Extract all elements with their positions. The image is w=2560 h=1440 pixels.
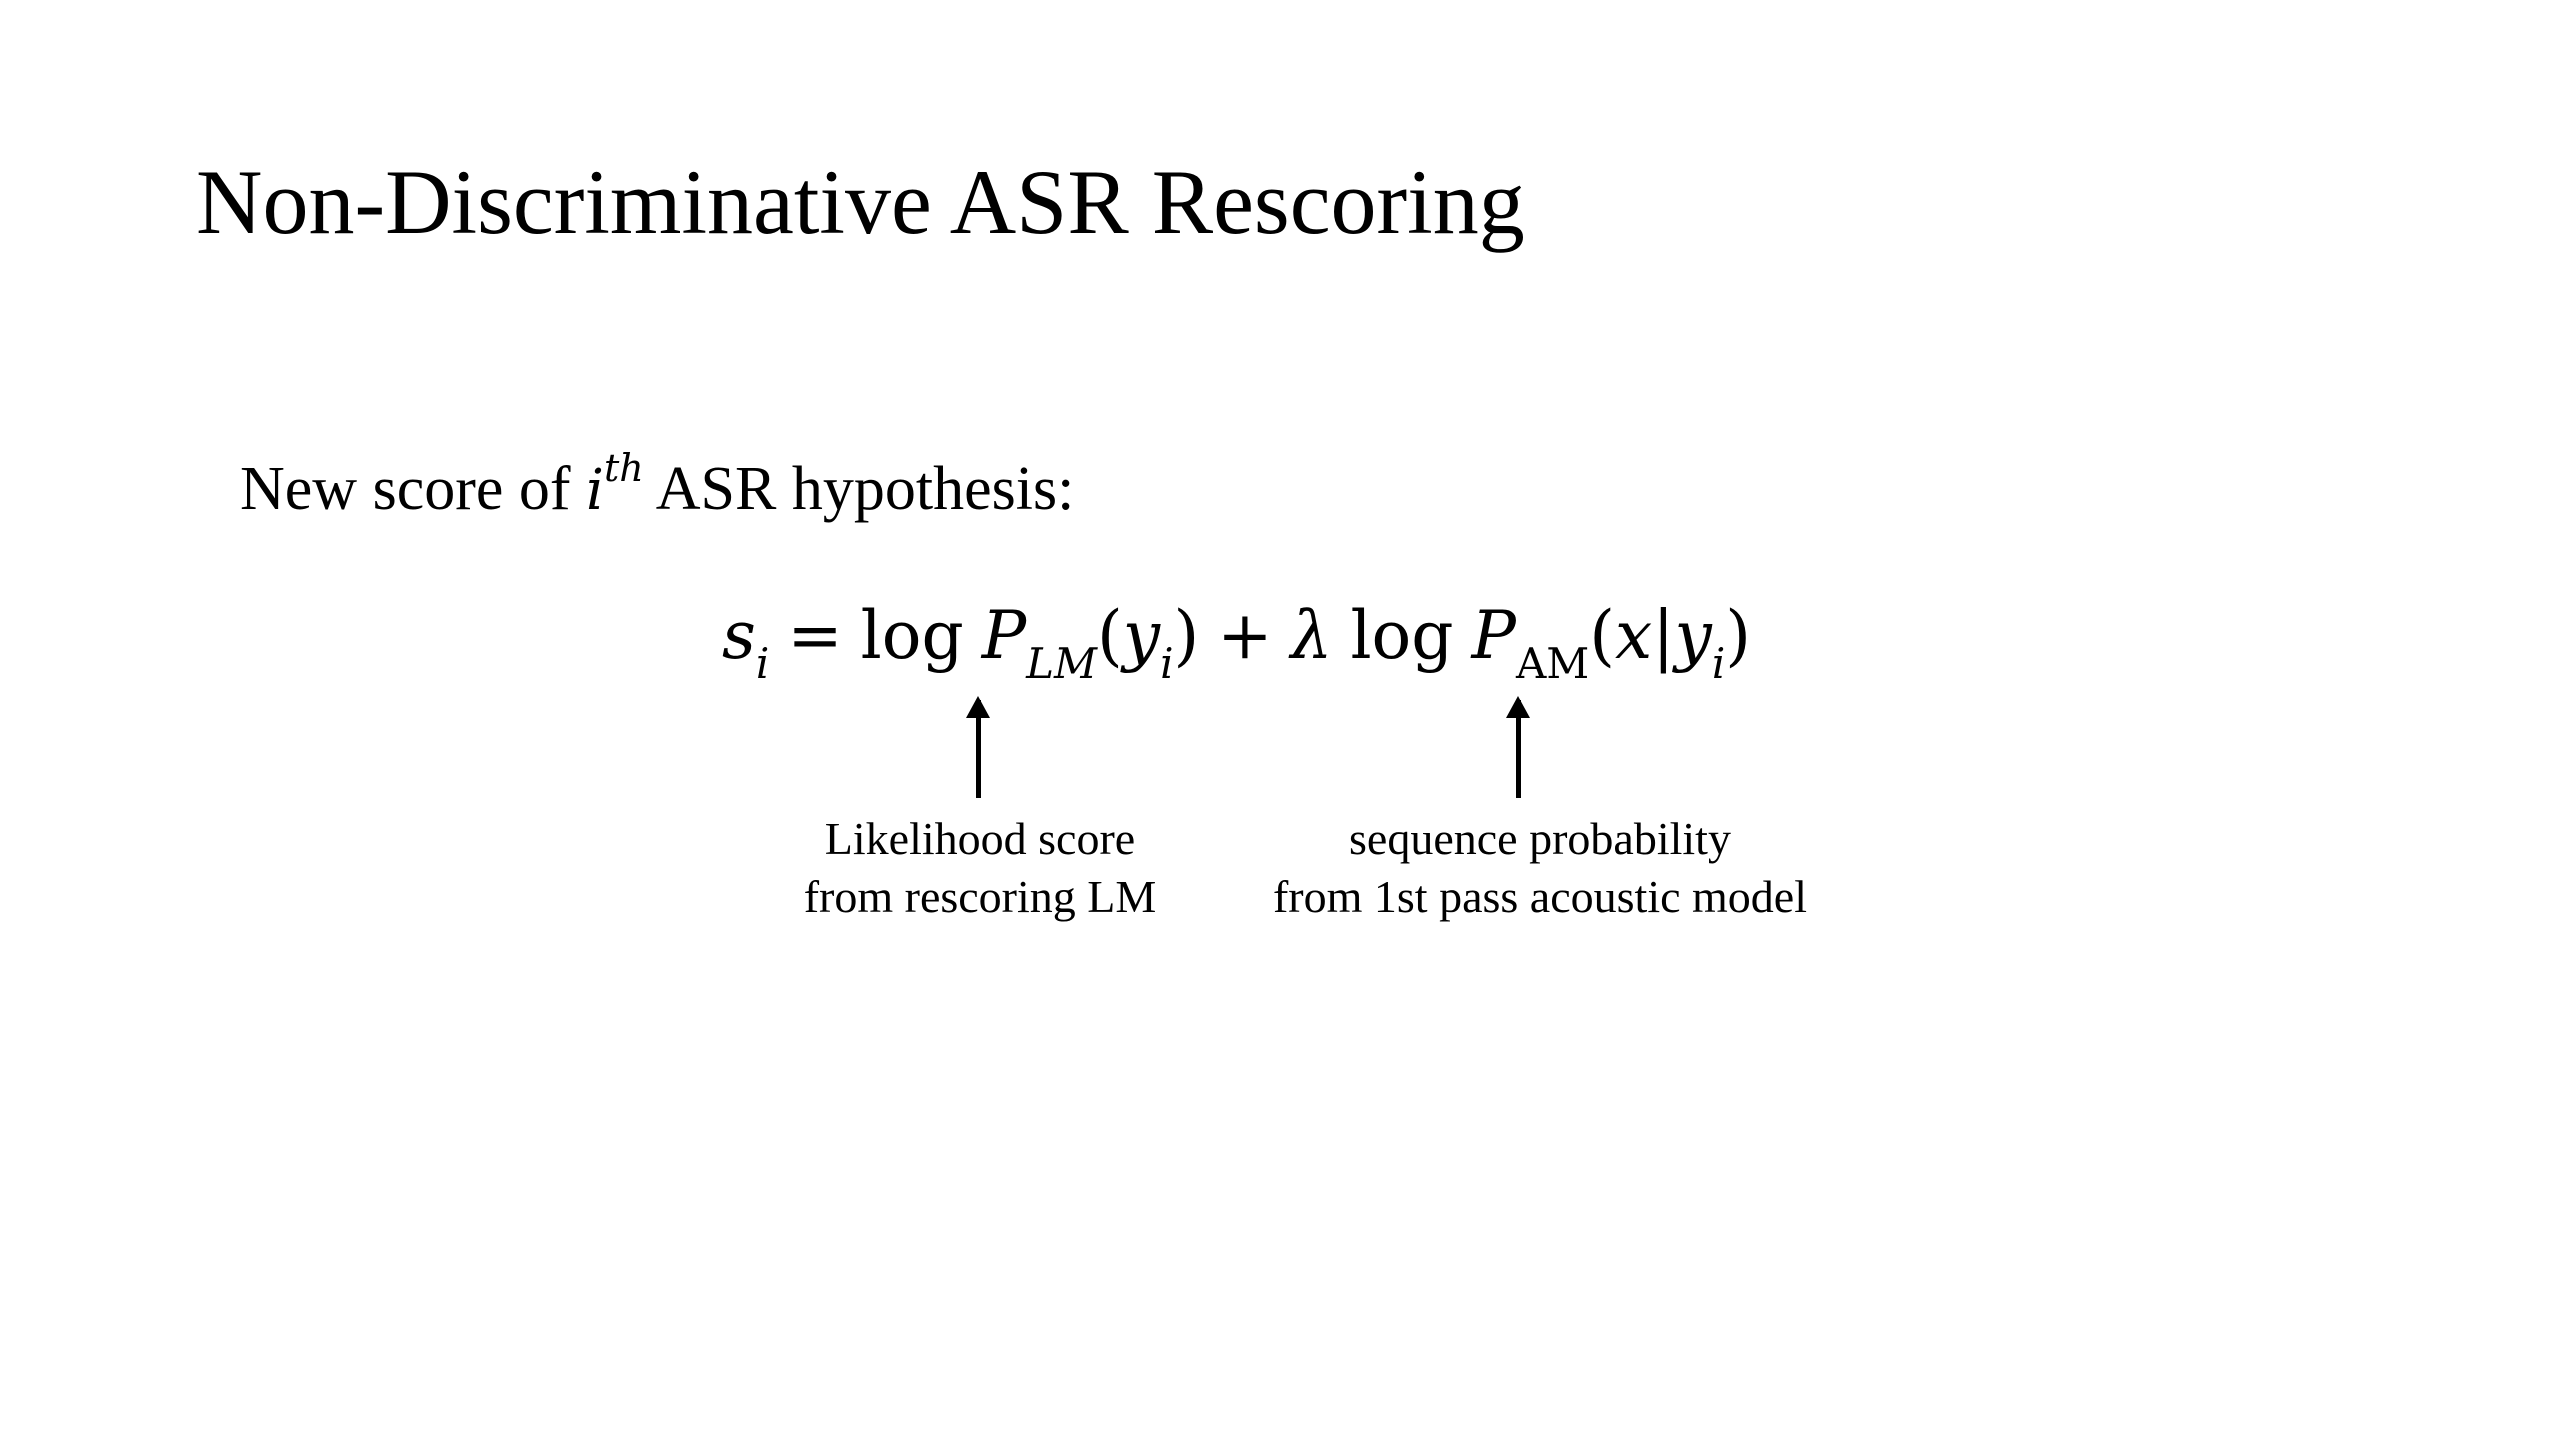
formula-arg2-bar: | xyxy=(1652,597,1675,674)
formula-p-lm-sub: LM xyxy=(1026,639,1098,689)
am-annotation-line-1: sequence probability xyxy=(1349,813,1731,864)
formula-lambda: λ xyxy=(1290,597,1333,674)
formula-arg2-x: x xyxy=(1615,597,1653,674)
formula-arg2-close: ) xyxy=(1725,597,1752,674)
am-arrow-icon xyxy=(1516,700,1521,798)
lm-arrow-icon xyxy=(976,700,981,798)
formula-log-2: log xyxy=(1350,597,1454,674)
lm-annotation-line-1: Likelihood score xyxy=(824,813,1136,864)
formula-arg2-open: ( xyxy=(1589,597,1616,674)
intro-superscript: th xyxy=(603,446,644,491)
formula-arg1-sub: i xyxy=(1160,639,1174,689)
lm-annotation-line-2: from rescoring LM xyxy=(803,870,1157,922)
slide-title: Non-Discriminative ASR Rescoring xyxy=(196,151,1525,253)
formula-arg1-var: y xyxy=(1122,597,1161,674)
formula-plus: + xyxy=(1217,597,1273,674)
formula-lhs-sub: i xyxy=(755,639,770,689)
formula-p-lm: P xyxy=(981,597,1027,674)
intro-prefix: New score of xyxy=(240,455,587,523)
am-annotation-line-2: from 1st pass acoustic model xyxy=(1272,870,1807,922)
formula-equals: = xyxy=(787,597,843,674)
am-annotation xyxy=(1240,810,1840,925)
intro-suffix: ASR hypothesis: xyxy=(643,455,1075,523)
formula-arg1-open: ( xyxy=(1097,597,1123,674)
formula-log-1: log xyxy=(860,597,964,674)
formula-p-am: P xyxy=(1471,597,1516,674)
formula-arg2-var: y xyxy=(1674,597,1712,674)
formula-arg2-sub: i xyxy=(1711,639,1726,689)
intro-variable: i xyxy=(586,458,604,523)
score-formula xyxy=(722,596,1752,689)
lm-annotation xyxy=(790,810,1170,925)
intro-text xyxy=(240,446,1075,526)
formula-p-am-sub: AM xyxy=(1515,639,1590,689)
formula-lhs-var: s xyxy=(722,597,756,674)
formula-arg1-close: ) xyxy=(1173,597,1200,674)
